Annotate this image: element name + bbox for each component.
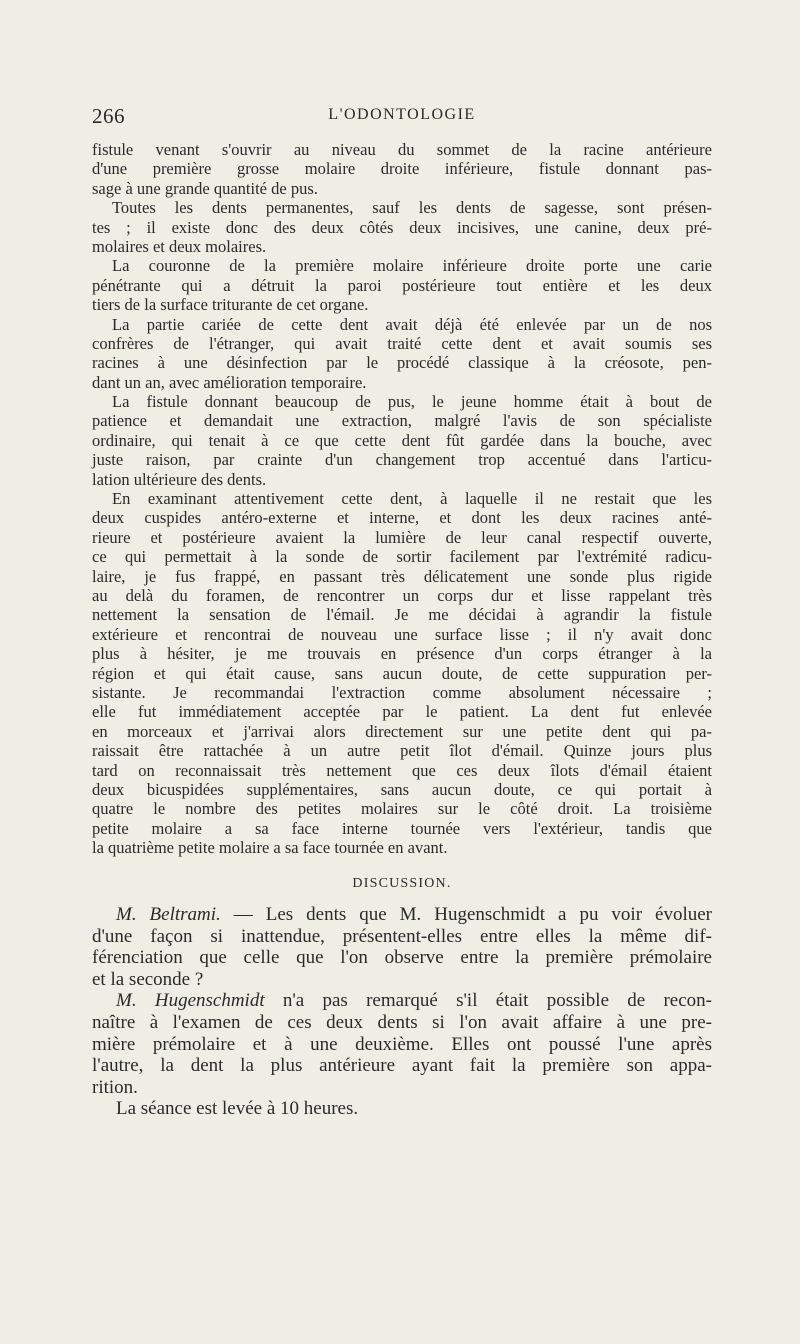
text-line: ordinaire, qui tenait à ce que cette dent fût gardée dans la bouche, avec — [92, 430, 712, 450]
text-line: confrères de l'étranger, qui avait traité cette dent et avait soumis ses — [92, 333, 712, 353]
text-line: tiers de la surface triturante de cet organe. — [92, 295, 369, 315]
text-line: petite molaire a sa face interne tournée vers l'extérieur, tandis que — [92, 818, 712, 838]
text-line: M. Beltrami. — Les dents que M. Hugenschmidt a pu voir évoluer — [116, 904, 712, 925]
text-line: en morceaux et j'arrivai alors directement sur une petite dent qui pa- — [92, 721, 712, 741]
text-line: deux bicuspidées supplémentaires, sans aucun doute, ce qui portait à — [92, 779, 712, 799]
text-line: région et qui était cause, sans aucun doute, de cette suppuration per- — [92, 663, 712, 683]
text-line: férenciation que celle que l'on observe entre la première prémolaire — [92, 947, 712, 969]
speaker-name: M. Hugenschmidt — [116, 990, 265, 1012]
text-line: elle fut immédiatement acceptée par le patient. La dent fut enlevée — [92, 702, 712, 722]
speaker-name: M. Beltrami. — [116, 904, 221, 925]
running-title: L'ODONTOLOGIE — [328, 106, 476, 123]
text-line: rition. — [92, 1076, 138, 1098]
text-line: deux cuspides antéro-externe et interne, et dont les deux racines anté- — [92, 508, 712, 528]
closing-line: La séance est levée à 10 heures. — [116, 1098, 359, 1120]
text-line: La couronne de la première molaire inférieure droite porte une carie — [112, 256, 712, 276]
text-line: molaires et deux molaires. — [92, 236, 267, 256]
text-line: quatre le nombre des petites molaires sur le côté droit. La troisième — [92, 799, 712, 819]
text-line: naître à l'examen de ces deux dents si l'on avait affaire à une pre- — [92, 1011, 712, 1033]
text-line: raissait être rattachée à un autre petit îlot d'émail. Quinze jours plus — [92, 741, 712, 761]
text-line: et la seconde ? — [92, 968, 204, 990]
text-line: Toutes les dents permanentes, sauf les dents de sagesse, sont présen- — [112, 198, 712, 218]
text-line: lation ultérieure des dents. — [92, 469, 267, 489]
text-line: pénétrante qui a détruit la paroi postérieure tout entière et les deux — [92, 275, 712, 295]
text-line: dant un an, avec amélioration temporaire. — [92, 372, 367, 392]
discussion-text — [92, 904, 712, 1120]
page-header — [92, 104, 712, 132]
text-line: En examinant attentivement cette dent, à laquelle il ne restait que les — [112, 489, 712, 509]
text-line: d'une façon si inattendue, présentent-elles entre elles la même dif- — [92, 925, 712, 947]
text-line: laire, je fus frappé, en passant très délicatement une sonde plus rigide — [92, 566, 712, 586]
text-line: tard on reconnaissait très nettement que ces deux îlots d'émail étaient — [92, 760, 712, 780]
text-line: au delà du foramen, de rencontrer un corps dur et lisse rappelant très — [92, 585, 712, 605]
text-line: d'une première grosse molaire droite inférieure, fistule donnant pas- — [92, 159, 712, 179]
text-line: l'autre, la dent la plus antérieure ayant fait la première son appa- — [92, 1055, 712, 1077]
text-line: ce qui permettait à la sonde de sortir facilement par l'extrémité radicu- — [92, 547, 712, 567]
text-line: fistule venant s'ouvrir au niveau du sommet de la racine antérieure — [92, 140, 712, 159]
text-line: juste raison, par crainte d'un changement trop accentué dans l'articu- — [92, 450, 712, 470]
text-line: sistante. Je recommandai l'extraction comme absolument nécessaire ; — [92, 682, 712, 702]
text-line: la quatrième petite molaire a sa face tournée en avant. — [92, 838, 448, 858]
text-line: La partie cariée de cette dent avait déjà été enlevée par un de nos — [112, 314, 712, 334]
text-line: rieure et postérieure avaient la lumière de leur canal respectif ouverte, — [92, 527, 712, 547]
text-line: patience et demandait une extraction, malgré l'avis de son spécialiste — [92, 411, 712, 431]
text-line: racines à une désinfection par le procédé classique à la créosote, pen- — [92, 353, 712, 373]
page-number: 266 — [92, 104, 125, 128]
text-line: tes ; il existe donc des deux côtés deux incisives, une canine, deux pré- — [92, 217, 712, 237]
text-line: mière prémolaire et à une deuxième. Elles ont poussé l'une après — [92, 1033, 712, 1055]
section-title: DISCUSSION. — [352, 876, 452, 891]
case-report-text — [92, 140, 712, 857]
text-line: M. Hugenschmidt n'a pas remarqué s'il était possible de recon- — [116, 990, 712, 1012]
text-line: nettement la sensation de l'émail. Je me décidai à agrandir la fistule — [92, 605, 712, 625]
text-line: plus à hésiter, je me trouvais en présence d'un corps étranger à la — [92, 644, 712, 664]
text-line: La fistule donnant beaucoup de pus, le jeune homme était à bout de — [112, 392, 712, 412]
text-line: sage à une grande quantité de pus. — [92, 178, 318, 198]
text-line: extérieure et rencontrai de nouveau une surface lisse ; il n'y avait donc — [92, 624, 712, 644]
